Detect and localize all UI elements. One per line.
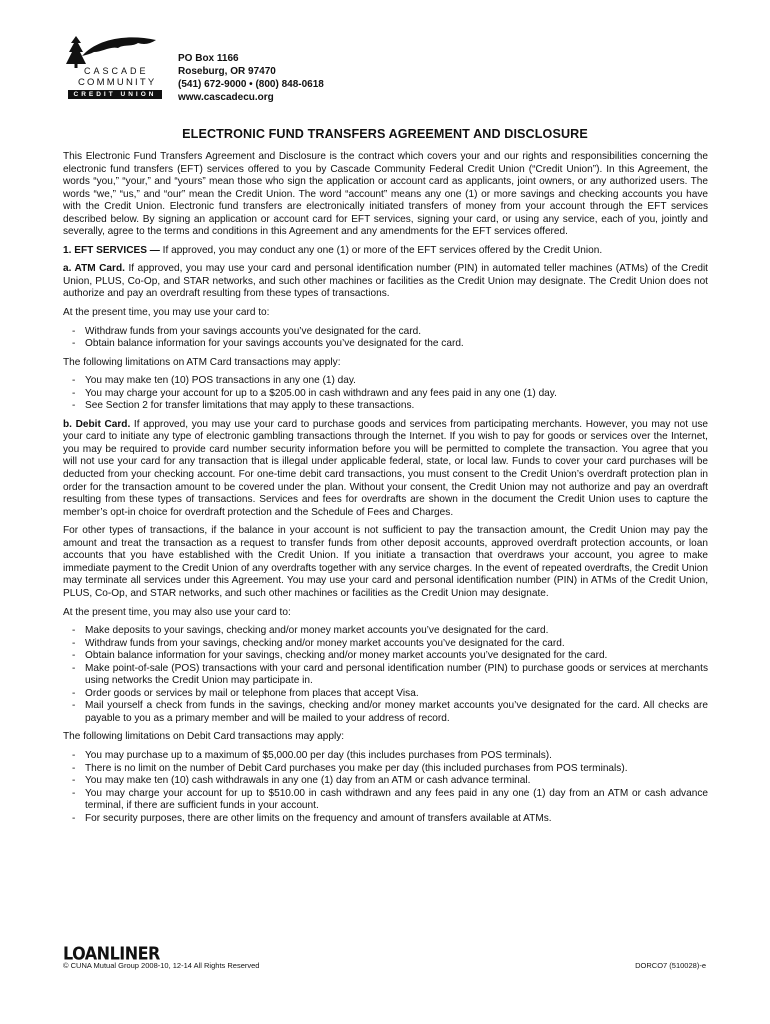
atm-card-paragraph	[63, 263, 708, 301]
list-item: - See Section 2 for transfer limitations that may apply to these transactions.	[63, 400, 708, 413]
intro-paragraph: This Electronic Fund Transfers Agreement and Disclosure is the contract which covers your and our rights and responsibilities concerning the electronic fund transfers (EFT) services offered to you by Cascade Community Federal Credit Union (“Credit Union”). In this Agreement, the words “you,” “your,” and “yours” mean those who sign the application or account card as applicants, joint owners, or any authorized users. The words “we,” “us,” and “our” mean the Credit Union. The word “account” means any one (1) or more savings and checking accounts you have with the Credit Union. Electronic fund transfers are electronically initiated transfers of money from your account through the EFT services described below. By signing an application or account card for EFT services, signing your card, or using any service, each of you, jointly and severally, agree to the terms and conditions in this Agreement and any amendments for the EFT services offered.	[63, 151, 708, 238]
atm-uses-list	[63, 326, 708, 351]
list-item: - You may charge your account for up to $510.00 in cash withdrawn and any fees paid in any one (1) day from an ATM or cash advance terminal, if there are sufficient funds in your account.	[63, 788, 708, 813]
section-1-heading: 1. EFT SERVICES —	[63, 244, 160, 256]
list-item: - Make point-of-sale (POS) transactions with your card and personal identification number (PIN) to purchase goods or services at merchants using networks the Credit Union may participate in.	[63, 663, 708, 688]
logo-word-credit-union: CREDIT UNION	[68, 90, 162, 99]
atm-present-text: At the present time, you may use your card to:	[63, 307, 270, 319]
list-item: - You may make ten (10) cash withdrawals in any one (1) day from an ATM or cash advance terminal.	[63, 775, 708, 788]
section-1-paragraph	[63, 245, 708, 258]
document-title: ELECTRONIC FUND TRANSFERS AGREEMENT AND DISCLOSURE	[182, 127, 588, 141]
list-item: - Make deposits to your savings, checking and/or money market accounts you’ve designated for the card.	[63, 625, 708, 638]
debit-card-text: If approved, you may use your card to purchase goods and services from participating merchants. However, you may not use your card to initiate any type of electronic gambling transactions through the Internet. If you wish to pay for goods or services over the Internet, you may be required to provide card number security information before you will be permitted to complete the transaction. You agree that you will not use your card for any transaction that is illegal under applicable federal, state, or local law. Funds to cover your card purchases will be deducted from your checking account. For one-time debit card transactions, you must consent to the Credit Union’s overdraft protection plan in order for the transaction amount to be covered under the plan. Without your consent, the Credit Union may not authorize and pay an overdraft resulting from these types of transactions. Services and fees for overdrafts are shown in the document the Credit Union uses to capture the member’s opt-in choice for overdraft protection and the Schedule of Fees and Charges.	[63, 418, 708, 518]
atm-limits-intro: The following limitations on ATM Card transactions may apply:	[63, 356, 341, 368]
atm-card-text: If approved, you may use your card and personal identification number (PIN) in automated teller machines (ATMs) of the Credit Union, PLUS, Co-Op, and STAR networks, and such other machines or facilities as the Credit Union may designate. The Credit Union does not authorize and pay an overdraft resulting from these types of transactions.	[63, 263, 708, 300]
address-city: Roseburg, OR 97470	[178, 66, 276, 77]
address-website: www.cascadecu.org	[178, 92, 274, 103]
debit-card-paragraph	[63, 419, 708, 519]
atm-card-heading: a. ATM Card.	[63, 263, 125, 275]
address-block	[178, 52, 324, 104]
list-item: - You may make ten (10) POS transactions in any one (1) day.	[63, 375, 708, 388]
logo-word-cascade: CASCADE	[84, 66, 149, 76]
list-item: - Withdraw funds from your savings accounts you’ve designated for the card.	[63, 326, 708, 339]
mountain-tree-logo-icon	[58, 34, 166, 68]
address-po-box: PO Box 1166	[178, 53, 239, 64]
address-phone: (541) 672-9000 • (800) 848-0618	[178, 79, 324, 90]
list-item: - Order goods or services by mail or telephone from places that accept Visa.	[63, 688, 708, 701]
credit-union-logo	[58, 34, 166, 104]
atm-limits-list	[63, 375, 708, 413]
list-item: - Mail yourself a check from funds in the savings, checking and/or money market accounts you’ve designated for the card. All checks are payable to you as a primary member and will be mailed to your address of record.	[63, 700, 708, 725]
list-item: - You may charge your account for up to a $205.00 in cash withdrawn and any fees paid in any one (1) day.	[63, 388, 708, 401]
debit-card-heading: b. Debit Card.	[63, 418, 131, 430]
list-item: - There is no limit on the number of Debit Card purchases you make per day (this included purchases from POS terminals).	[63, 763, 708, 776]
debit-other-paragraph: For other types of transactions, if the balance in your account is not sufficient to pay the transaction amount, the Credit Union may pay the amount and treat the transaction as a request to transfer funds from other deposit accounts, approved overdraft protection accounts, or loan accounts that you have established with the Credit Union. If you initiate a transaction that overdraws your account, you agree to make immediate payment to the Credit Union of any overdrafts together with any service charges. In the event of repeated overdrafts, the Credit Union may terminate all services under this Agreement. You may use your card and personal identification number (PIN) in ATMs of the Credit Union, PLUS, Co-Op, and STAR networks, and such other machines or facilities as the Credit Union may designate.	[63, 525, 708, 599]
list-item: - Withdraw funds from your savings, checking and/or money market accounts you’ve designated for the card.	[63, 638, 708, 651]
debit-uses-list	[63, 625, 708, 725]
logo-word-community: COMMUNITY	[78, 77, 157, 88]
list-item: - Obtain balance information for your savings accounts you’ve designated for the card.	[63, 338, 708, 351]
document-body	[63, 151, 708, 831]
loanliner-logo: LOANLINER	[63, 943, 160, 964]
form-code: DORCO7 (510028)-e	[635, 961, 706, 970]
list-item: - You may purchase up to a maximum of $5,000.00 per day (this includes purchases from POS terminals).	[63, 750, 708, 763]
debit-limits-intro: The following limitations on Debit Card transactions may apply:	[63, 731, 345, 743]
debit-present-text: At the present time, you may also use your card to:	[63, 606, 291, 618]
list-item: - Obtain balance information for your savings, checking and/or money market accounts you’ve designated for the card.	[63, 650, 708, 663]
debit-limits-list	[63, 750, 708, 825]
list-item: - For security purposes, there are other limits on the frequency and amount of transfers available at ATMs.	[63, 813, 708, 826]
section-1-text: If approved, you may conduct any one (1) or more of the EFT services offered by the Credit Union.	[159, 244, 603, 256]
copyright-text: © CUNA Mutual Group 2008-10, 12-14 All Rights Reserved	[63, 961, 260, 970]
